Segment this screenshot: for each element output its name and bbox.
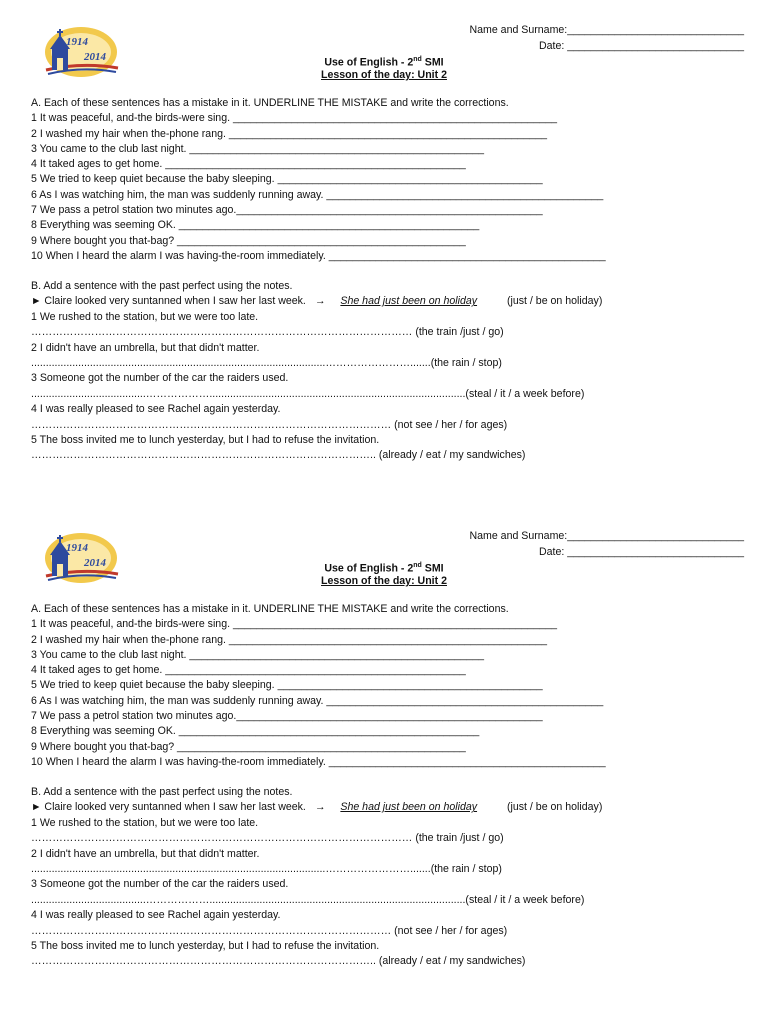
section-b-item-sentence: 4 I was really pleased to see Rachel again yesterday.: [31, 909, 281, 922]
worksheet-copy-2: [0, 506, 768, 1006]
worksheet-title: Use of English - 2nd SMI: [324, 56, 444, 69]
section-a: [31, 96, 606, 264]
section-a-item[interactable]: 2 I washed my hair when the-phone rang. ______________________________________________________: [31, 633, 548, 646]
section-a-item[interactable]: 10 When I heard the alarm I was having-the-room immediately. _______________________________________________: [31, 755, 606, 768]
section-b-answer-line[interactable]: …………………………………………………………………………………….. (already / eat / my sandwiches): [31, 955, 526, 968]
section-a-item[interactable]: 9 Where bought you that-bag? _________________________________________________: [31, 740, 466, 753]
section-b-answer-line[interactable]: …………………………………………………………………………………….. (already / eat / my sandwiches): [31, 449, 526, 462]
section-b-answer-line[interactable]: ……………………………………………………………………………………………… (the train /just / go): [31, 326, 504, 339]
example-notes: (just / be on holiday): [506, 295, 603, 308]
svg-text:2014: 2014: [84, 51, 106, 63]
section-a-item[interactable]: 8 Everything was seeming OK. ___________________________________________________: [31, 725, 480, 738]
name-surname-field[interactable]: Name and Surname:______________________________: [469, 24, 744, 36]
section-a-item[interactable]: 6 As I was watching him, the man was suddenly running away. _______________________________________________: [31, 694, 604, 707]
svg-text:1914: 1914: [66, 36, 88, 48]
worksheet-title: Use of English - 2nd SMI: [324, 562, 444, 575]
section-b: [31, 279, 751, 464]
section-b-item-sentence: 2 I didn't have an umbrella, but that didn't matter.: [31, 341, 260, 354]
section-a: [31, 602, 606, 770]
section-a-item[interactable]: 1 It was peaceful, and-the birds-were sing. _______________________________________________________: [31, 618, 558, 631]
arrow-right-icon: →: [314, 801, 326, 814]
section-a-instruction: A. Each of these sentences has a mistake in it. UNDERLINE THE MISTAKE and write the corrections.: [31, 97, 509, 109]
name-date-block: [469, 528, 744, 560]
section-b-instruction: B. Add a sentence with the past perfect using the notes.: [31, 280, 293, 292]
section-b-answer-line[interactable]: ………………………………………………………………………………………… (not see / her / for ages): [31, 418, 508, 431]
name-date-block: [469, 22, 744, 54]
section-b-answer-line[interactable]: ....................................................................................................…………………….......(the rain / stop): [31, 863, 502, 876]
example-prompt: ► Claire looked very suntanned when I saw her last week.: [31, 801, 306, 814]
svg-text:2014: 2014: [84, 557, 106, 569]
worksheet-copy-1: [0, 0, 768, 500]
section-b-item-sentence: 5 The boss invited me to lunch yesterday, but I had to refuse the invitation.: [31, 434, 380, 447]
section-a-item[interactable]: 8 Everything was seeming OK. ___________________________________________________: [31, 219, 480, 232]
date-field[interactable]: Date: ______________________________: [538, 40, 744, 52]
section-b-answer-line[interactable]: ……………………………………………………………………………………………… (the train /just / go): [31, 832, 504, 845]
section-b-example: [31, 294, 751, 309]
section-a-item[interactable]: 1 It was peaceful, and-the birds-were sing. _______________________________________________________: [31, 112, 558, 125]
example-prompt: ► Claire looked very suntanned when I saw her last week.: [31, 295, 306, 308]
section-a-item[interactable]: 3 You came to the club last night. __________________________________________________: [31, 648, 485, 661]
section-b-example: [31, 800, 751, 815]
section-b-answer-line[interactable]: .......................................……………….......................................................................................(steal / it / a week before): [31, 893, 585, 906]
section-b-answer-line[interactable]: ....................................................................................................…………………….......(the rain / stop): [31, 357, 502, 370]
section-a-item[interactable]: 5 We tried to keep quiet because the baby sleeping. _____________________________________________: [31, 173, 543, 186]
name-surname-field[interactable]: Name and Surname:______________________________: [469, 530, 744, 542]
section-a-item[interactable]: 10 When I heard the alarm I was having-the-room immediately. _______________________________________________: [31, 249, 606, 262]
section-a-item[interactable]: 7 We pass a petrol station two minutes ago.____________________________________________________: [31, 710, 543, 723]
section-a-item[interactable]: 4 It taked ages to get home. ___________________________________________________: [31, 158, 466, 171]
section-b-item-sentence: 4 I was really pleased to see Rachel again yesterday.: [31, 403, 281, 416]
section-a-item[interactable]: 2 I washed my hair when the-phone rang. ______________________________________________________: [31, 127, 548, 140]
section-a-item[interactable]: 6 As I was watching him, the man was suddenly running away. _______________________________________________: [31, 188, 604, 201]
section-b-item-sentence: 3 Someone got the number of the car the raiders used.: [31, 878, 289, 891]
section-a-item[interactable]: 5 We tried to keep quiet because the baby sleeping. _____________________________________________: [31, 679, 543, 692]
section-a-item[interactable]: 3 You came to the club last night. __________________________________________________: [31, 142, 485, 155]
section-a-instruction: A. Each of these sentences has a mistake in it. UNDERLINE THE MISTAKE and write the corrections.: [31, 603, 509, 615]
section-b-answer-line[interactable]: .......................................……………….......................................................................................(steal / it / a week before): [31, 387, 585, 400]
section-a-item[interactable]: 7 We pass a petrol station two minutes ago.____________________________________________________: [31, 204, 543, 217]
section-b: [31, 785, 751, 970]
example-answer: She had just been on holiday: [340, 801, 478, 814]
section-b-instruction: B. Add a sentence with the past perfect using the notes.: [31, 786, 293, 798]
section-b-answer-line[interactable]: ………………………………………………………………………………………… (not see / her / for ages): [31, 924, 508, 937]
example-answer: She had just been on holiday: [340, 295, 478, 308]
section-b-item-sentence: 1 We rushed to the station, but we were too late.: [31, 310, 259, 323]
date-field[interactable]: Date: ______________________________: [538, 546, 744, 558]
section-a-item[interactable]: 9 Where bought you that-bag? _________________________________________________: [31, 234, 466, 247]
example-notes: (just / be on holiday): [506, 801, 603, 814]
arrow-right-icon: →: [314, 295, 326, 308]
section-b-item-sentence: 2 I didn't have an umbrella, but that didn't matter.: [31, 847, 260, 860]
section-b-item-sentence: 5 The boss invited me to lunch yesterday, but I had to refuse the invitation.: [31, 940, 380, 953]
svg-text:1914: 1914: [66, 542, 88, 554]
lesson-title: Lesson of the day: Unit 2: [321, 69, 447, 81]
section-b-item-sentence: 3 Someone got the number of the car the raiders used.: [31, 372, 289, 385]
lesson-title: Lesson of the day: Unit 2: [321, 575, 447, 587]
section-b-item-sentence: 1 We rushed to the station, but we were too late.: [31, 816, 259, 829]
section-a-item[interactable]: 4 It taked ages to get home. ___________________________________________________: [31, 664, 466, 677]
